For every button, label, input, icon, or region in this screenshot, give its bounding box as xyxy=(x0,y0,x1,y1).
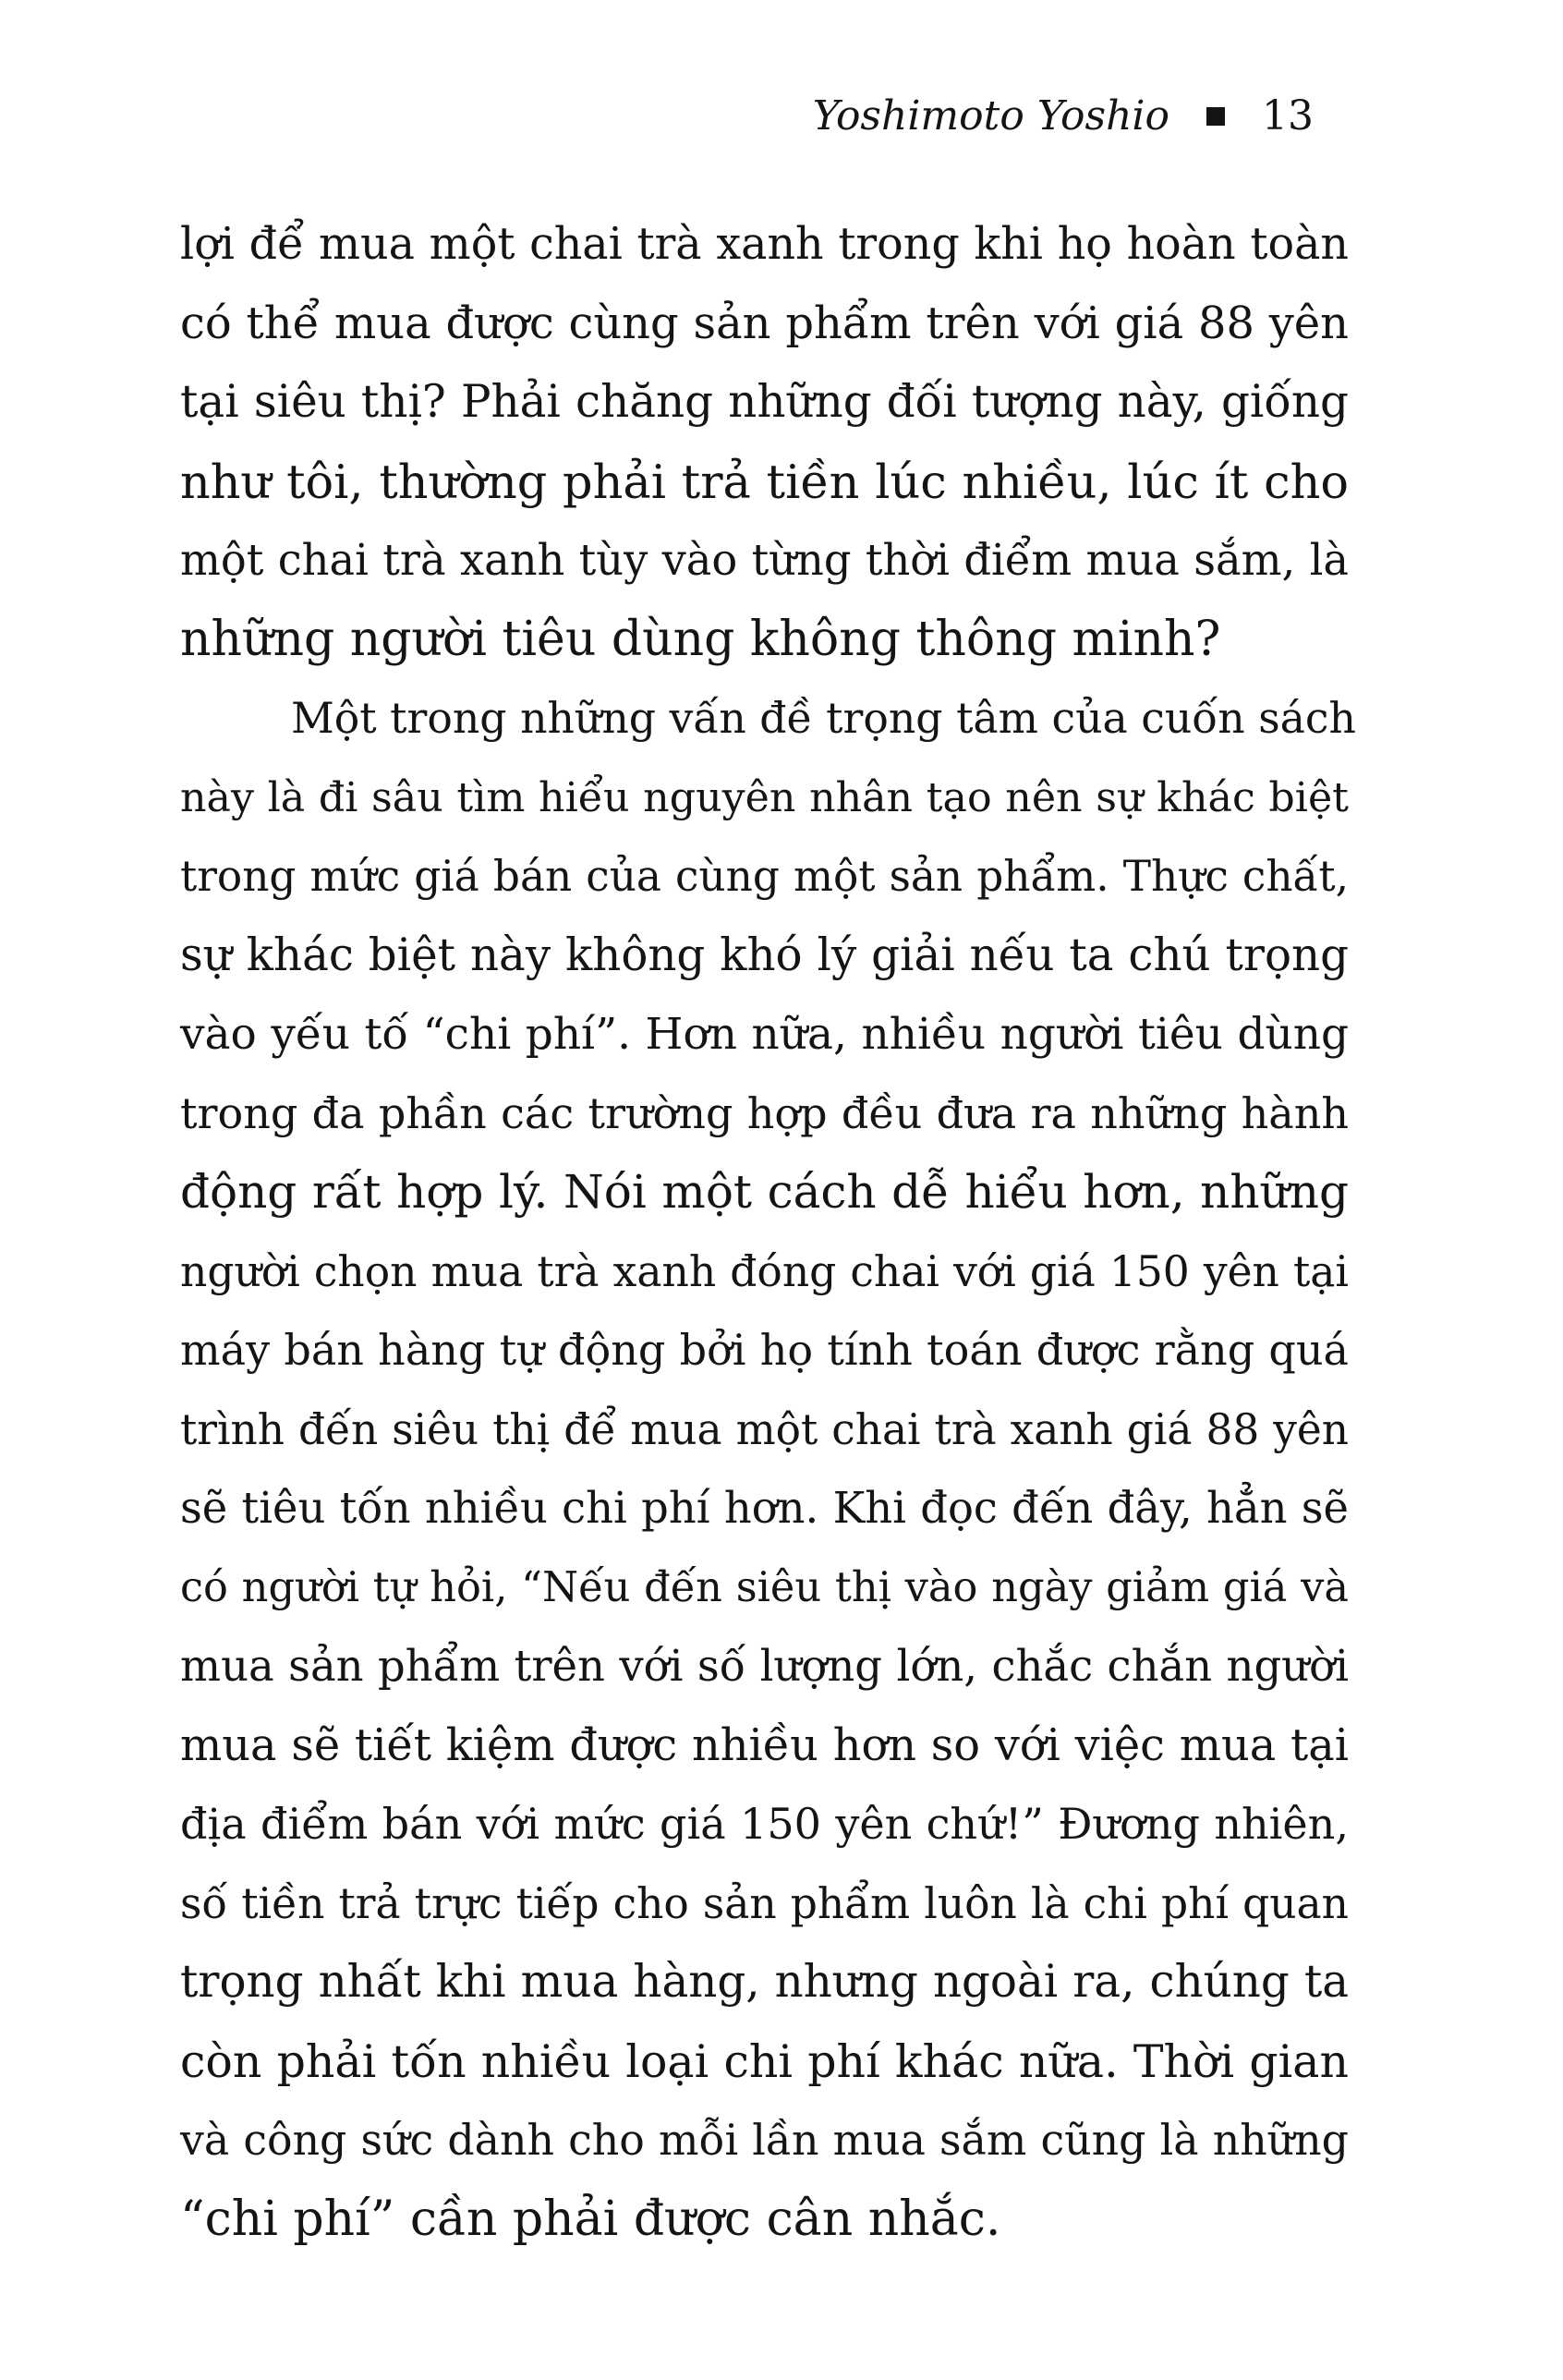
page-number: 13 xyxy=(1262,92,1314,140)
text-line: địa điểm bán với mức giá 150 yên chứ!” Đương nhiên, xyxy=(180,1799,1349,1849)
text-line: sự khác biệt này không khó lý giải nếu ta chú trọng xyxy=(180,929,1349,981)
text-line: này là đi sâu tìm hiểu nguyên nhân tạo nên sự khác biệt xyxy=(180,773,1349,821)
text-line: tại siêu thị? Phải chăng những đối tượng này, giống xyxy=(180,376,1349,428)
running-head-author: Yoshimoto Yoshio xyxy=(812,92,1169,140)
text-line: trong đa phần các trường hợp đều đưa ra những hành xyxy=(180,1087,1349,1138)
text-line: lợi để mua một chai trà xanh trong khi họ hoàn toàn xyxy=(180,219,1349,270)
body-text xyxy=(180,205,1356,2259)
text-line: trọng nhất khi mua hàng, nhưng ngoài ra, chúng ta xyxy=(180,1956,1349,2008)
text-line: Một trong những vấn đề trọng tâm của cuốn sách xyxy=(291,694,1356,743)
text-line: máy bán hàng tự động bởi họ tính toán được rằng quá xyxy=(180,1325,1349,1375)
text-line: trình đến siêu thị để mua một chai trà xanh giá 88 yên xyxy=(180,1404,1349,1454)
paragraph-1 xyxy=(180,205,1349,679)
text-line: còn phải tốn nhiều loại chi phí khác nữa. Thời gian xyxy=(180,2034,1349,2088)
square-bullet-icon xyxy=(1206,107,1225,126)
text-line: động rất hợp lý. Nói một cách dễ hiểu hơn, những xyxy=(180,1165,1349,1219)
text-line: trong mức giá bán của cùng một sản phẩm. Thực chất, xyxy=(180,852,1349,901)
text-line: “chi phí” cần phải được cân nhắc. xyxy=(180,2191,1001,2247)
text-line: số tiền trả trực tiếp cho sản phẩm luôn là chi phí quan xyxy=(180,1878,1349,1928)
text-line: và công sức dành cho mỗi lần mua sắm cũng là những xyxy=(180,2115,1349,2165)
text-line: mua sẽ tiết kiệm được nhiều hơn so với việc mua tại xyxy=(180,1719,1349,1771)
text-line: có thể mua được cùng sản phẩm trên với giá 88 yên xyxy=(180,298,1349,349)
running-head xyxy=(813,92,1314,140)
text-line: người chọn mua trà xanh đóng chai với giá 150 yên tại xyxy=(180,1246,1349,1296)
text-line: vào yếu tố “chi phí”. Hơn nữa, nhiều người tiêu dùng xyxy=(180,1009,1349,1060)
text-line: một chai trà xanh tùy vào từng thời điểm mua sắm, là xyxy=(180,535,1349,585)
text-line: có người tự hỏi, “Nếu đến siêu thị vào ngày giảm giá và xyxy=(180,1562,1349,1611)
text-line: mua sản phẩm trên với số lượng lớn, chắc chắn người xyxy=(180,1641,1349,1691)
text-line: sẽ tiêu tốn nhiều chi phí hơn. Khi đọc đến đây, hẳn sẽ xyxy=(180,1483,1349,1533)
paragraph-2 xyxy=(180,679,1356,2259)
text-line: như tôi, thường phải trả tiền lúc nhiều, lúc ít cho xyxy=(180,454,1349,509)
text-line: những người tiêu dùng không thông minh? xyxy=(180,611,1221,667)
